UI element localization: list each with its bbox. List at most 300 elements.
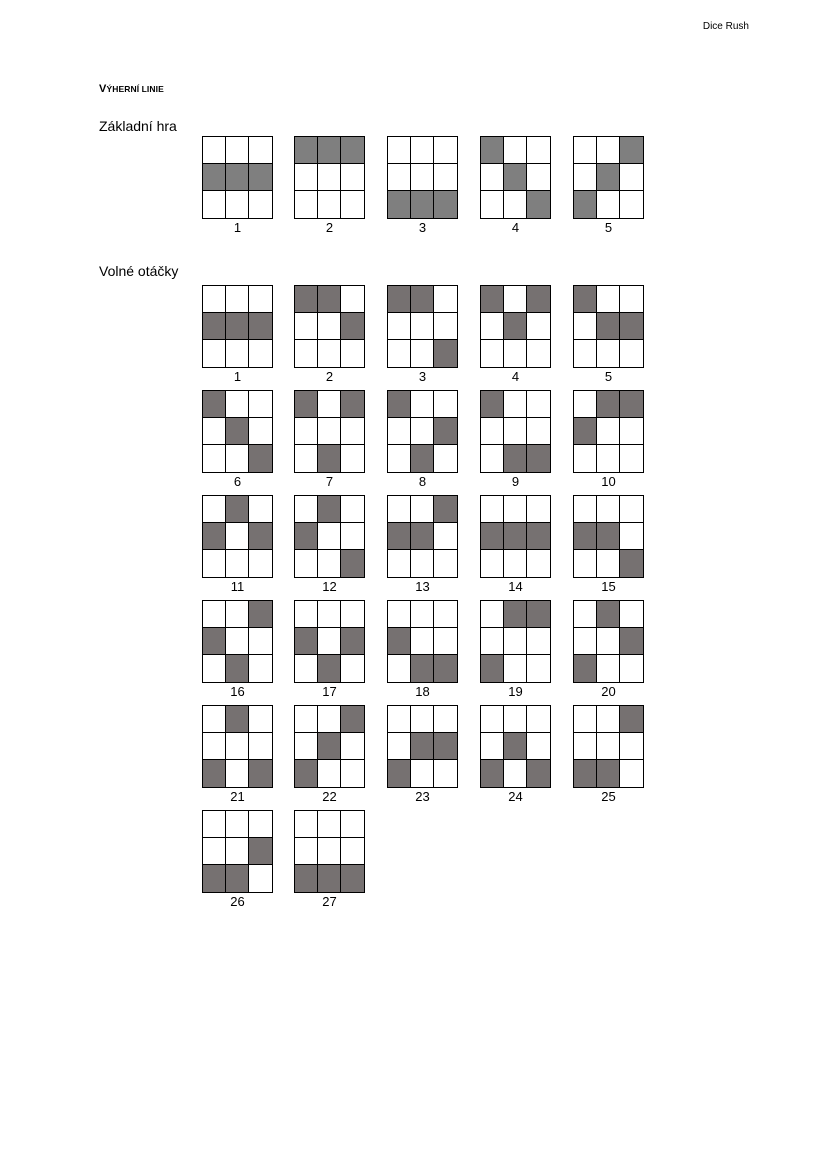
payline-cell-empty <box>226 445 249 472</box>
payline-cell-filled <box>411 523 434 550</box>
payline-cell-empty <box>249 418 272 445</box>
payline-cell-empty <box>226 760 249 787</box>
payline-cell-empty <box>388 418 411 445</box>
payline-grid <box>294 285 365 368</box>
payline-grid <box>202 285 273 368</box>
payline-cell-empty <box>574 164 597 191</box>
payline-grid <box>387 136 458 219</box>
payline-cell-filled <box>597 313 620 340</box>
payline-grid <box>387 390 458 473</box>
payline-cell-empty <box>318 838 341 865</box>
free-payline-2 <box>294 285 365 384</box>
payline-cell-empty <box>527 550 550 577</box>
payline-cell-filled <box>597 164 620 191</box>
payline-cell-empty <box>411 164 434 191</box>
payline-cell-empty <box>249 137 272 164</box>
payline-cell-empty <box>597 137 620 164</box>
payline-cell-filled <box>504 733 527 760</box>
payline-cell-empty <box>318 191 341 218</box>
payline-cell-empty <box>341 760 364 787</box>
payline-cell-empty <box>597 191 620 218</box>
payline-cell-empty <box>203 706 226 733</box>
payline-cell-empty <box>341 418 364 445</box>
payline-number: 7 <box>325 474 334 489</box>
payline-cell-filled <box>226 418 249 445</box>
payline-cell-empty <box>249 340 272 367</box>
payline-cell-filled <box>295 523 318 550</box>
payline-cell-filled <box>620 550 643 577</box>
payline-cell-filled <box>318 286 341 313</box>
payline-number: 5 <box>604 369 613 384</box>
payline-cell-filled <box>388 191 411 218</box>
payline-cell-empty <box>203 418 226 445</box>
payline-cell-empty <box>434 164 457 191</box>
free-payline-3 <box>387 285 458 384</box>
payline-number: 4 <box>511 369 520 384</box>
payline-cell-empty <box>574 313 597 340</box>
payline-cell-empty <box>203 655 226 682</box>
payline-cell-empty <box>597 418 620 445</box>
payline-grid <box>573 285 644 368</box>
payline-number: 18 <box>415 684 430 699</box>
payline-cell-filled <box>318 137 341 164</box>
payline-cell-empty <box>481 164 504 191</box>
payline-cell-filled <box>620 628 643 655</box>
payline-cell-filled <box>318 733 341 760</box>
payline-cell-empty <box>527 706 550 733</box>
payline-cell-empty <box>597 445 620 472</box>
payline-cell-filled <box>481 137 504 164</box>
payline-cell-filled <box>411 191 434 218</box>
payline-cell-empty <box>203 445 226 472</box>
payline-cell-empty <box>318 706 341 733</box>
payline-cell-empty <box>504 550 527 577</box>
payline-cell-empty <box>249 286 272 313</box>
free-payline-9 <box>480 390 551 489</box>
payline-cell-empty <box>597 628 620 655</box>
payline-cell-filled <box>597 760 620 787</box>
payline-cell-filled <box>295 760 318 787</box>
payline-cell-empty <box>226 733 249 760</box>
free-payline-11 <box>202 495 273 594</box>
payline-cell-filled <box>203 164 226 191</box>
payline-cell-empty <box>318 811 341 838</box>
payline-cell-filled <box>203 865 226 892</box>
payline-cell-empty <box>295 313 318 340</box>
title-initial: V <box>99 83 107 95</box>
payline-cell-empty <box>481 340 504 367</box>
payline-cell-filled <box>527 523 550 550</box>
payline-cell-empty <box>341 164 364 191</box>
payline-cell-empty <box>434 523 457 550</box>
payline-cell-filled <box>504 164 527 191</box>
payline-cell-empty <box>318 550 341 577</box>
free-payline-26 <box>202 810 273 909</box>
free-payline-8 <box>387 390 458 489</box>
payline-cell-empty <box>620 191 643 218</box>
payline-number: 4 <box>511 220 520 235</box>
payline-cell-empty <box>574 496 597 523</box>
payline-cell-empty <box>411 418 434 445</box>
payline-cell-empty <box>434 760 457 787</box>
payline-cell-empty <box>504 655 527 682</box>
payline-cell-empty <box>527 340 550 367</box>
payline-grid <box>480 285 551 368</box>
payline-cell-filled <box>388 760 411 787</box>
payline-number: 13 <box>415 579 430 594</box>
payline-cell-filled <box>574 286 597 313</box>
payline-cell-filled <box>527 286 550 313</box>
payline-cell-empty <box>295 733 318 760</box>
payline-cell-filled <box>434 340 457 367</box>
base-game-label: Základní hra <box>99 118 177 134</box>
free-payline-16 <box>202 600 273 699</box>
payline-cell-empty <box>388 340 411 367</box>
payline-cell-filled <box>388 628 411 655</box>
payline-cell-empty <box>620 340 643 367</box>
payline-cell-empty <box>388 655 411 682</box>
payline-cell-filled <box>504 445 527 472</box>
payline-number: 15 <box>601 579 616 594</box>
payline-cell-empty <box>411 496 434 523</box>
payline-cell-filled <box>411 286 434 313</box>
payline-cell-empty <box>527 137 550 164</box>
payline-cell-empty <box>620 164 643 191</box>
payline-cell-empty <box>341 838 364 865</box>
payline-cell-filled <box>434 418 457 445</box>
payline-number: 6 <box>233 474 242 489</box>
free-spins-label: Volné otáčky <box>99 263 179 279</box>
payline-cell-filled <box>249 838 272 865</box>
payline-cell-filled <box>295 391 318 418</box>
payline-cell-empty <box>226 286 249 313</box>
payline-cell-filled <box>249 313 272 340</box>
payline-cell-filled <box>226 313 249 340</box>
payline-cell-empty <box>295 655 318 682</box>
payline-cell-empty <box>226 391 249 418</box>
payline-grid <box>202 495 273 578</box>
payline-cell-empty <box>226 523 249 550</box>
payline-grid <box>294 705 365 788</box>
free-payline-13 <box>387 495 458 594</box>
payline-grid <box>387 600 458 683</box>
payline-number: 20 <box>601 684 616 699</box>
free-payline-21 <box>202 705 273 804</box>
payline-grid <box>573 705 644 788</box>
payline-cell-empty <box>504 418 527 445</box>
payline-number: 23 <box>415 789 430 804</box>
payline-cell-empty <box>574 601 597 628</box>
payline-cell-empty <box>434 137 457 164</box>
payline-cell-filled <box>411 445 434 472</box>
payline-cell-empty <box>504 706 527 733</box>
payline-cell-empty <box>341 733 364 760</box>
payline-cell-filled <box>249 760 272 787</box>
payline-grid <box>387 705 458 788</box>
payline-cell-empty <box>481 628 504 655</box>
payline-cell-empty <box>481 733 504 760</box>
payline-cell-filled <box>295 286 318 313</box>
payline-cell-filled <box>481 523 504 550</box>
payline-cell-filled <box>388 391 411 418</box>
payline-cell-empty <box>527 655 550 682</box>
payline-cell-empty <box>504 760 527 787</box>
free-payline-12 <box>294 495 365 594</box>
payline-cell-empty <box>318 340 341 367</box>
payline-grid <box>294 136 365 219</box>
payline-cell-filled <box>203 628 226 655</box>
payline-cell-filled <box>249 523 272 550</box>
payline-cell-empty <box>504 191 527 218</box>
payline-cell-empty <box>434 628 457 655</box>
payline-cell-filled <box>226 164 249 191</box>
payline-cell-empty <box>318 523 341 550</box>
payline-cell-empty <box>411 313 434 340</box>
payline-cell-empty <box>597 496 620 523</box>
payline-cell-empty <box>411 137 434 164</box>
free-payline-5 <box>573 285 644 384</box>
base-payline-2 <box>294 136 365 235</box>
payline-cell-filled <box>434 496 457 523</box>
payline-cell-filled <box>481 655 504 682</box>
payline-cell-empty <box>318 628 341 655</box>
payline-cell-empty <box>388 137 411 164</box>
payline-cell-filled <box>226 706 249 733</box>
base-payline-1 <box>202 136 273 235</box>
payline-cell-empty <box>481 706 504 733</box>
payline-cell-filled <box>527 445 550 472</box>
payline-grid <box>202 136 273 219</box>
payline-cell-empty <box>318 313 341 340</box>
payline-cell-filled <box>341 706 364 733</box>
payline-cell-empty <box>620 655 643 682</box>
payline-cell-empty <box>388 706 411 733</box>
payline-number: 27 <box>322 894 337 909</box>
payline-cell-filled <box>504 313 527 340</box>
payline-cell-empty <box>318 601 341 628</box>
payline-grid <box>202 705 273 788</box>
payline-grid <box>573 600 644 683</box>
payline-cell-empty <box>203 496 226 523</box>
payline-cell-empty <box>597 550 620 577</box>
payline-cell-filled <box>434 655 457 682</box>
payline-cell-empty <box>574 340 597 367</box>
payline-cell-empty <box>249 191 272 218</box>
payline-cell-filled <box>504 523 527 550</box>
payline-cell-empty <box>203 191 226 218</box>
payline-cell-empty <box>620 445 643 472</box>
payline-cell-empty <box>597 340 620 367</box>
payline-cell-empty <box>249 550 272 577</box>
payline-cell-empty <box>341 811 364 838</box>
payline-cell-empty <box>504 340 527 367</box>
payline-cell-filled <box>411 655 434 682</box>
payline-cell-empty <box>226 601 249 628</box>
payline-cell-empty <box>226 550 249 577</box>
payline-cell-empty <box>481 601 504 628</box>
payline-cell-empty <box>388 445 411 472</box>
payline-cell-filled <box>620 137 643 164</box>
payline-number: 19 <box>508 684 523 699</box>
payline-number: 9 <box>511 474 520 489</box>
payline-cell-filled <box>318 655 341 682</box>
payline-cell-empty <box>295 496 318 523</box>
payline-cell-empty <box>481 191 504 218</box>
payline-cell-empty <box>388 550 411 577</box>
payline-cell-filled <box>295 865 318 892</box>
payline-cell-empty <box>620 496 643 523</box>
payline-cell-empty <box>249 655 272 682</box>
payline-cell-empty <box>504 391 527 418</box>
free-payline-10 <box>573 390 644 489</box>
payline-cell-filled <box>318 445 341 472</box>
payline-cell-empty <box>527 418 550 445</box>
payline-cell-empty <box>203 286 226 313</box>
payline-cell-filled <box>341 391 364 418</box>
free-payline-19 <box>480 600 551 699</box>
payline-cell-empty <box>527 164 550 191</box>
payline-cell-empty <box>341 601 364 628</box>
payline-cell-filled <box>388 523 411 550</box>
payline-cell-filled <box>527 601 550 628</box>
payline-cell-empty <box>203 137 226 164</box>
payline-grid <box>573 495 644 578</box>
payline-cell-empty <box>411 628 434 655</box>
payline-cell-empty <box>411 706 434 733</box>
payline-cell-empty <box>295 191 318 218</box>
payline-cell-empty <box>226 191 249 218</box>
payline-grid <box>480 136 551 219</box>
payline-cell-empty <box>249 733 272 760</box>
payline-cell-empty <box>295 811 318 838</box>
payline-grid <box>294 810 365 893</box>
payline-cell-empty <box>318 164 341 191</box>
payline-cell-filled <box>249 601 272 628</box>
payline-number: 25 <box>601 789 616 804</box>
payline-cell-filled <box>597 601 620 628</box>
free-payline-20 <box>573 600 644 699</box>
payline-cell-empty <box>203 733 226 760</box>
payline-cell-empty <box>341 340 364 367</box>
payline-cell-filled <box>620 391 643 418</box>
payline-cell-filled <box>574 760 597 787</box>
free-payline-14 <box>480 495 551 594</box>
payline-cell-empty <box>318 760 341 787</box>
payline-cell-empty <box>434 286 457 313</box>
payline-cell-empty <box>620 523 643 550</box>
payline-grid <box>387 285 458 368</box>
payline-cell-empty <box>574 733 597 760</box>
payline-cell-filled <box>203 313 226 340</box>
payline-cell-empty <box>434 313 457 340</box>
payline-cell-filled <box>434 733 457 760</box>
payline-grid <box>480 495 551 578</box>
payline-number: 10 <box>601 474 616 489</box>
payline-cell-filled <box>620 313 643 340</box>
payline-cell-filled <box>597 391 620 418</box>
payline-cell-filled <box>341 137 364 164</box>
payline-cell-empty <box>574 391 597 418</box>
payline-cell-filled <box>318 496 341 523</box>
payline-cell-empty <box>527 391 550 418</box>
payline-number: 1 <box>233 220 242 235</box>
payline-cell-empty <box>295 838 318 865</box>
document-header: Dice Rush <box>702 21 749 32</box>
payline-cell-empty <box>434 550 457 577</box>
payline-cell-filled <box>341 313 364 340</box>
base-payline-4 <box>480 136 551 235</box>
payline-cell-empty <box>341 445 364 472</box>
free-payline-25 <box>573 705 644 804</box>
payline-cell-empty <box>481 496 504 523</box>
payline-cell-empty <box>434 601 457 628</box>
free-payline-15 <box>573 495 644 594</box>
free-payline-7 <box>294 390 365 489</box>
payline-cell-empty <box>295 340 318 367</box>
payline-cell-filled <box>226 865 249 892</box>
payline-cell-empty <box>597 733 620 760</box>
payline-cell-empty <box>341 191 364 218</box>
payline-cell-empty <box>203 601 226 628</box>
payline-cell-filled <box>574 191 597 218</box>
payline-cell-filled <box>527 760 550 787</box>
payline-cell-filled <box>434 191 457 218</box>
payline-cell-empty <box>249 496 272 523</box>
payline-cell-empty <box>388 164 411 191</box>
payline-cell-empty <box>203 811 226 838</box>
base-payline-5 <box>573 136 644 235</box>
payline-cell-filled <box>249 445 272 472</box>
payline-cell-filled <box>388 286 411 313</box>
payline-number: 11 <box>230 579 245 594</box>
payline-cell-empty <box>249 706 272 733</box>
payline-cell-filled <box>226 655 249 682</box>
payline-number: 5 <box>604 220 613 235</box>
payline-cell-empty <box>434 445 457 472</box>
payline-cell-empty <box>620 601 643 628</box>
payline-number: 12 <box>322 579 337 594</box>
free-payline-23 <box>387 705 458 804</box>
payline-cell-empty <box>388 496 411 523</box>
payline-cell-empty <box>249 628 272 655</box>
payline-cell-filled <box>203 391 226 418</box>
payline-number: 2 <box>325 220 334 235</box>
payline-number: 26 <box>230 894 245 909</box>
payline-cell-filled <box>341 550 364 577</box>
free-payline-22 <box>294 705 365 804</box>
payline-cell-empty <box>574 628 597 655</box>
payline-number: 8 <box>418 474 427 489</box>
payline-cell-empty <box>620 286 643 313</box>
payline-cell-filled <box>481 760 504 787</box>
payline-cell-empty <box>434 391 457 418</box>
payline-cell-filled <box>574 418 597 445</box>
payline-number: 14 <box>508 579 523 594</box>
payline-cell-empty <box>388 313 411 340</box>
payline-cell-empty <box>574 550 597 577</box>
payline-cell-empty <box>226 628 249 655</box>
payline-cell-empty <box>226 340 249 367</box>
free-payline-17 <box>294 600 365 699</box>
free-payline-6 <box>202 390 273 489</box>
payline-cell-empty <box>388 733 411 760</box>
payline-grid <box>480 390 551 473</box>
payline-cell-empty <box>504 286 527 313</box>
payline-cell-empty <box>597 286 620 313</box>
payline-cell-empty <box>203 340 226 367</box>
payline-cell-empty <box>226 137 249 164</box>
page-title <box>99 83 164 95</box>
